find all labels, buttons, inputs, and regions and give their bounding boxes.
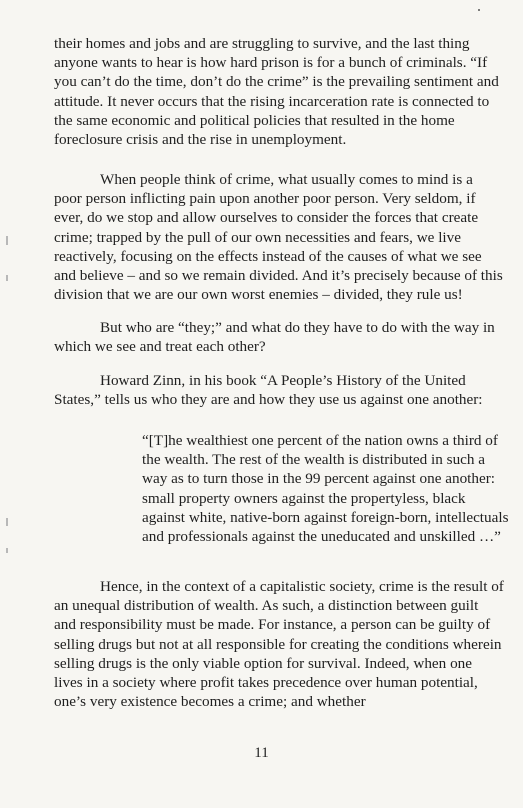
paragraph-5: Hence, in the context of a capitalistic society, crime is the result of an unequal distribution of wealth. As such, a distinction between guilt and responsibility must be made. For instance, a person can be guilty of selling drugs but not at all responsible for creating the conditions wherein selling drugs is the only viable option for survival. Indeed, when one lives in a society where profit takes precedence over human potential, one’s very existence becomes a crime; and whether bbox=[54, 578, 504, 711]
margin-mark bbox=[6, 236, 8, 245]
margin-mark bbox=[6, 275, 8, 281]
margin-mark bbox=[6, 518, 8, 526]
paragraph-4: Howard Zinn, in his book “A People’s History of the United States,” tells us who they are and how they use us against one another: bbox=[54, 372, 483, 409]
block-quote: “[T]he wealthiest one percent of the nation owns a third of the wealth. The rest of the wealth is distributed in such a way as to turn those in the 99 percent against one another: small property owners against the propertyless, black against white, native-born against foreign-born, intellectuals and professionals against the uneducated and unskilled …” bbox=[142, 432, 509, 546]
paragraph-3: But who are “they;” and what do they have to do with the way in which we see and treat each other? bbox=[54, 319, 495, 356]
paragraph-1: their homes and jobs and are struggling to survive, and the last thing anyone wants to hear is how hard prison is for a bunch of criminals. “If you can’t do the time, don’t do the crime” is the prevailing sentiment and attitude. It never occurs that the rising incarceration rate is connected to the same economic and political policies that resulted in the home foreclosure crisis and the rise in unemployment. bbox=[54, 35, 499, 149]
paragraph-2: When people think of crime, what usually comes to mind is a poor person inflicting pain upon another poor person. Very seldom, if ever, do we stop and allow ourselves to consider the forces that create crime; trapped by the pull of our own necessities and fears, we live reactively, focusing on the effects instead of the causes of what we see and believe – and so we remain divided. And it’s precisely because of this division that we are our own worst enemies – divided, they rule us! bbox=[54, 171, 503, 304]
page-number: 11 bbox=[254, 745, 269, 761]
speck-mark bbox=[478, 9, 480, 11]
margin-mark bbox=[6, 548, 8, 553]
